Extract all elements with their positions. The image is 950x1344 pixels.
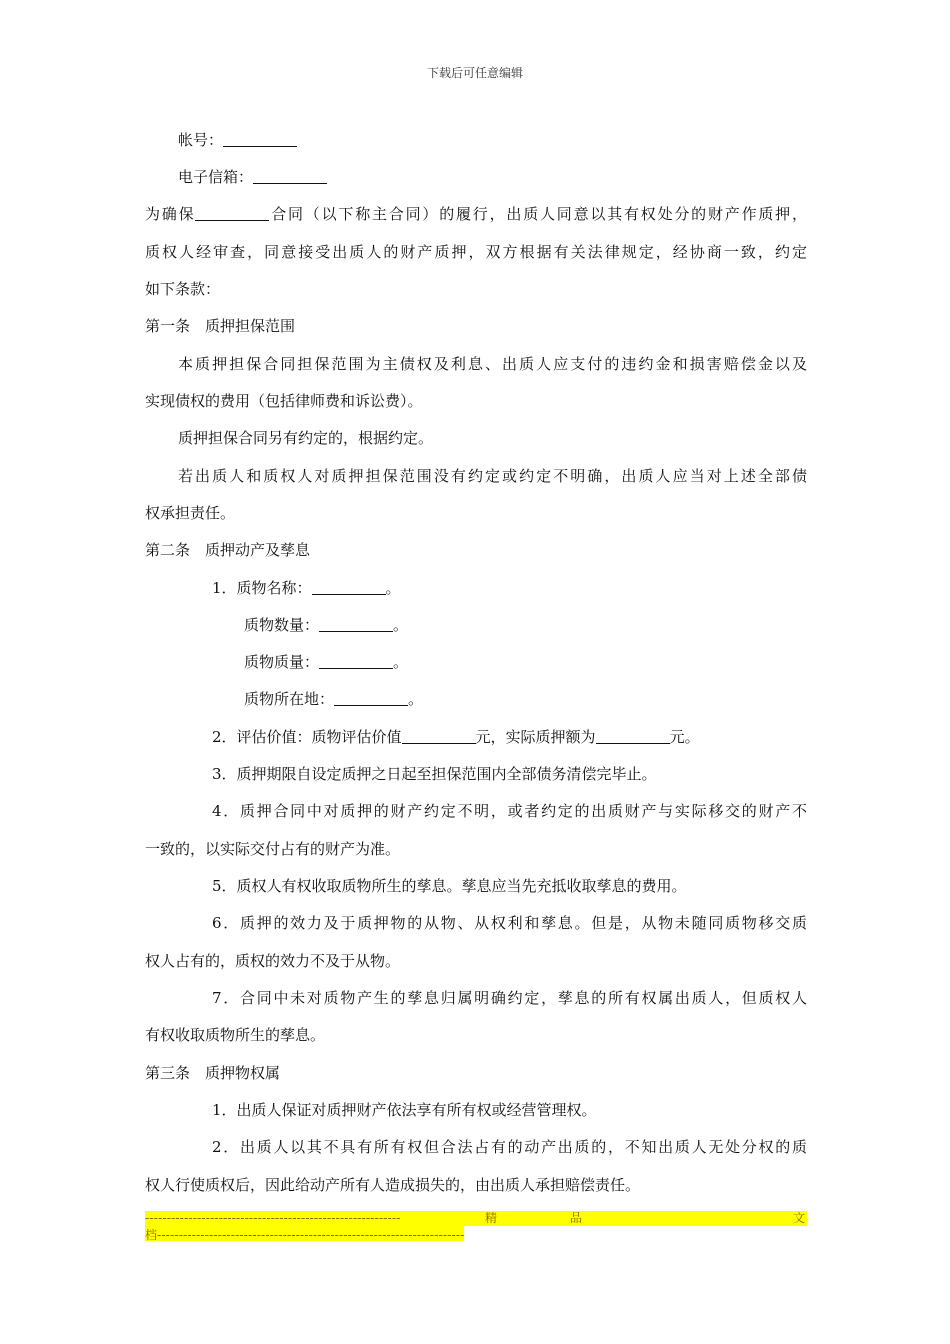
punct: 。 (385, 579, 401, 597)
footer-line-1 (145, 1211, 807, 1226)
intro-line-2: 质权人经审查，同意接受出质人的财产质押，双方根据有关法律规定，经协商一致，约定 (145, 243, 807, 261)
article-2-item-2 (212, 727, 700, 747)
footer-banner (145, 1211, 807, 1242)
intro-text: 合同（以下称主合同）的履行，出质人同意以其有权处分的财产作质押， (269, 205, 807, 223)
punct: 。 (408, 690, 424, 708)
intro-line-1 (145, 204, 807, 224)
item-label: 1．质物名称： (212, 579, 312, 597)
article-3-item-2a: 2．出质人以其不具有所有权但合法占有的动产出质的，不知出质人无处分权的质 (212, 1138, 807, 1156)
email-blank (253, 169, 327, 184)
article-1-title: 第一条 质押担保范围 (145, 317, 296, 335)
email-label: 电子信箱： (178, 168, 254, 186)
page-header: 下载后可任意编辑 (426, 66, 523, 80)
article-2-item-1 (212, 578, 401, 598)
punct: 。 (393, 653, 409, 671)
article-2-item-7b: 有权收取质物所生的孳息。 (145, 1026, 326, 1044)
item-name-blank (312, 580, 386, 595)
footer-char-jing: 精 (485, 1211, 498, 1225)
article-2-item-6a: 6．质押的效力及于质押物的从物、从权利和孳息。但是，从物未随同质物移交质 (212, 914, 807, 932)
article-1-para-1a: 本质押担保合同担保范围为主债权及利息、出质人应支付的违约金和损害赔偿金以及 (178, 355, 807, 373)
article-2-item-3: 3．质押期限自设定质押之日起至担保范围内全部债务清偿完毕止。 (212, 765, 657, 783)
footer-char-pin: 品 (570, 1211, 583, 1225)
article-3-item-2b: 权人行使质权后，因此给动产所有人造成损失的，由出质人承担赔偿责任。 (145, 1176, 641, 1194)
article-2-item-7a: 7．合同中未对质物产生的孳息归属明确约定，孳息的所有权属出质人，但质权人 (212, 989, 807, 1007)
footer-line-2: 档----------------------------------------------------------------------- (145, 1228, 465, 1242)
item-text: 2．评估价值：质物评估价值 (212, 728, 402, 746)
article-1-para-3b: 权承担责任。 (145, 504, 236, 522)
intro-line-3: 如下条款： (145, 280, 221, 298)
account-blank (223, 132, 297, 147)
article-2-title: 第二条 质押动产及孳息 (145, 541, 311, 559)
article-1-para-2: 质押担保合同另有约定的，根据约定。 (178, 429, 434, 447)
article-2-item-6b: 权人占有的，质权的效力不及于从物。 (145, 952, 401, 970)
punct: 。 (393, 616, 409, 634)
footer-char-wen: 文 (793, 1211, 806, 1225)
article-2-item-4b: 一致的，以实际交付占有的财产为准。 (145, 840, 401, 858)
article-2-item-5: 5．质权人有权收取质物所生的孳息。孳息应当先充抵收取孳息的费用。 (212, 877, 687, 895)
article-2-item-1-location (244, 689, 423, 709)
article-2-item-1-quality (244, 652, 408, 672)
quality-blank (319, 654, 393, 669)
article-2-item-4a: 4．质押合同中对质押的财产约定不明，或者约定的出质财产与实际移交的财产不 (212, 802, 807, 820)
footer-dashes: ----------------------------------------------------------- (145, 1211, 401, 1225)
item-text: 元。 (669, 728, 700, 746)
amount-blank (596, 729, 670, 744)
account-label: 帐号： (178, 131, 224, 149)
article-3-title: 第三条 质押物权属 (145, 1064, 281, 1082)
item-label: 质物数量： (244, 616, 320, 634)
article-3-item-1: 1．出质人保证对质押财产依法享有所有权或经营管理权。 (212, 1101, 597, 1119)
account-field (178, 130, 297, 150)
item-label: 质物质量： (244, 653, 320, 671)
location-blank (334, 691, 408, 706)
item-label: 质物所在地： (244, 690, 335, 708)
value-blank (402, 729, 476, 744)
email-field (178, 167, 327, 187)
intro-text: 为确保 (145, 205, 196, 223)
contract-blank (195, 206, 269, 221)
qty-blank (319, 617, 393, 632)
item-text: 元，实际质押额为 (475, 728, 596, 746)
article-2-item-1-qty (244, 615, 408, 635)
article-1-para-1b: 实现债权的费用（包括律师费和诉讼费）。 (145, 392, 423, 410)
article-1-para-3a: 若出质人和质权人对质押担保范围没有约定或约定不明确，出质人应当对上述全部债 (178, 467, 807, 485)
